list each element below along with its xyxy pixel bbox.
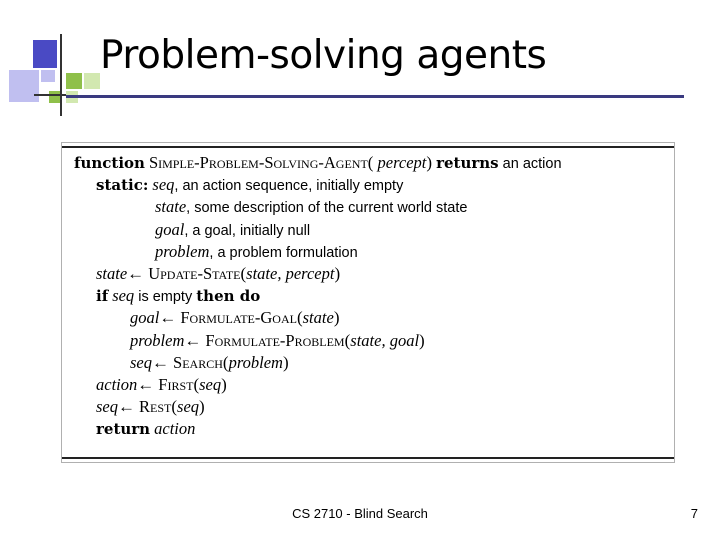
algo-line-static-state: state, some description of the current world state (155, 197, 468, 217)
param-percept: percept (377, 153, 427, 172)
slide-footer: CS 2710 - Blind Search (292, 506, 428, 521)
algo-line-rest: seq← Rest(seq) (96, 397, 205, 417)
logo-square-light-green (84, 73, 100, 89)
algo-line-search: seq← Search(problem) (130, 352, 289, 372)
algo-line-first: action← First(seq) (96, 374, 227, 394)
algo-line-if-empty: if seq is empty then do (96, 286, 261, 306)
logo-square-green (66, 73, 82, 89)
algo-line-static-goal: goal, a goal, initially null (155, 219, 311, 239)
algo-line-formulate-goal: goal← Formulate-Goal(state) (130, 308, 340, 328)
keyword-static: static: (96, 176, 149, 195)
algorithm-box (61, 142, 675, 463)
algo-line-static-seq: static: seq, an action sequence, initially empty (96, 175, 404, 195)
logo-horizontal-line (34, 94, 66, 96)
return-type: an action (502, 156, 562, 172)
algo-line-update-state: state← Update-State(state, percept) (96, 263, 341, 283)
keyword-if: if (96, 287, 109, 306)
keyword-then-do: then do (196, 287, 261, 306)
algo-line-return: return action (96, 419, 196, 439)
algo-line-formulate-problem: problem← Formulate-Problem(state, goal) (130, 330, 425, 350)
slide-logo-decoration (0, 0, 110, 118)
logo-square-light-purple-small (41, 70, 55, 82)
algo-line-function: function Simple-Problem-Solving-Agent( percept) returns an action (74, 153, 562, 172)
function-name: Simple-Problem-Solving-Agent (148, 153, 368, 172)
keyword-function: function (74, 154, 145, 172)
page-number: 7 (690, 506, 698, 521)
algo-line-static-problem: problem, a problem formulation (155, 241, 358, 261)
logo-vertical-line (60, 34, 62, 116)
logo-square-purple (33, 40, 57, 68)
title-underline-rule (66, 95, 684, 98)
algorithm-code (74, 152, 562, 440)
keyword-return: return (96, 420, 151, 439)
slide-title: Problem-solving agents (100, 33, 547, 78)
keyword-returns: returns (436, 154, 499, 172)
logo-square-light-purple (9, 70, 39, 102)
